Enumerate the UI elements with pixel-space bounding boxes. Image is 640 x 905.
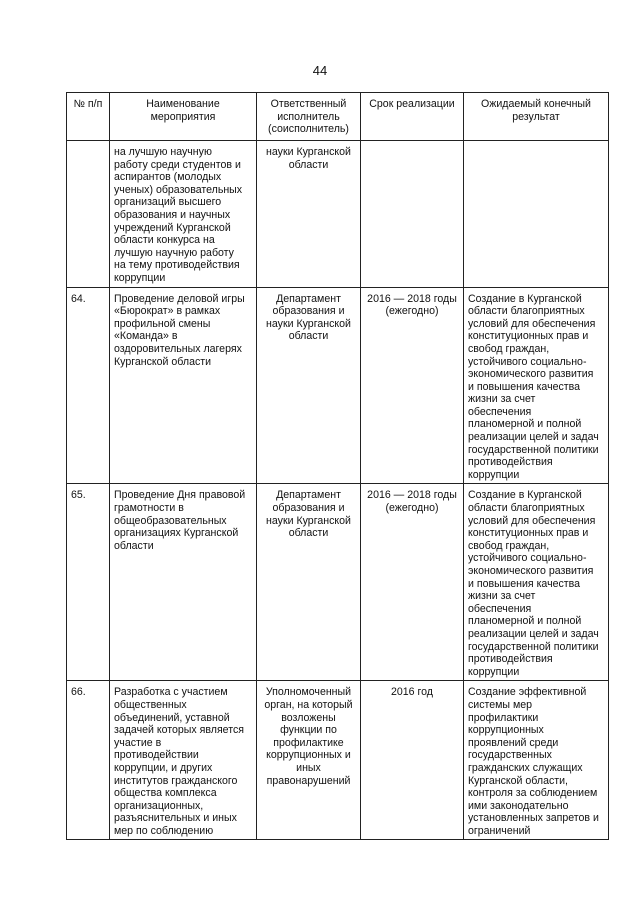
column-header-name: Наименование мероприятия	[110, 93, 257, 141]
row-name: Разработка с участием общественных объединений, уставной задачей которых является участие в противодействии коррупции, и других институтов гражданского общества комплекса организационных, разъяснительных и иных мер по соблюдению	[110, 681, 257, 840]
table-row	[67, 141, 609, 288]
row-result: Создание эффективной системы мер профилактики коррупционных проявлений среди государственных гражданских служащих Курганской области, контроля за соблюдением ими законодательно установленных запретов и ограничений	[464, 681, 609, 840]
row-executor: Департамент образования и науки Курганской области	[257, 287, 361, 484]
row-period	[361, 141, 464, 288]
table-row	[67, 287, 609, 484]
row-name: на лучшую научную работу среди студентов и аспирантов (молодых ученых) образовательных организаций высшего образования и научных учреждений Курганской области конкурса на лучшую научную работу на тему противодействия коррупции	[110, 141, 257, 288]
row-number	[67, 141, 110, 288]
row-executor: Уполномоченный орган, на который возложены функции по профилактике коррупционных и иных правонарушений	[257, 681, 361, 840]
row-number: 66.	[67, 681, 110, 840]
column-header-period: Срок реализации	[361, 93, 464, 141]
column-header-executor: Ответственный исполнитель (соисполнитель)	[257, 93, 361, 141]
table-header-row	[67, 93, 609, 141]
row-number: 65.	[67, 484, 110, 681]
measures-table	[66, 92, 609, 840]
table-row	[67, 484, 609, 681]
row-period: 2016 год	[361, 681, 464, 840]
row-period: 2016 — 2018 годы (ежегодно)	[361, 484, 464, 681]
row-number: 64.	[67, 287, 110, 484]
row-result: Создание в Курганской области благоприятных условий для обеспечения конституционных прав и свобод граждан, устойчивого социально- экономического развития и повышения качества жизни за счет обеспечения планомерной и полной реализации целей и задач государственной политики противодействия коррупции	[464, 484, 609, 681]
row-period: 2016 — 2018 годы (ежегодно)	[361, 287, 464, 484]
row-result	[464, 141, 609, 288]
column-header-number: № п/п	[67, 93, 110, 141]
row-result: Создание в Курганской области благоприятных условий для обеспечения конституционных прав и свобод граждан, устойчивого социально- экономического развития и повышения качества жизни за счет обеспечения планомерной и полной реализации целей и задач государственной политики противодействия коррупции	[464, 287, 609, 484]
row-name: Проведение Дня правовой грамотности в общеобразовательных организациях Курганской области	[110, 484, 257, 681]
table-row	[67, 681, 609, 840]
row-name: Проведение деловой игры «Бюрократ» в рамках профильной смены «Команда» в оздоровительных лагерях Курганской области	[110, 287, 257, 484]
column-header-result: Ожидаемый конечный результат	[464, 93, 609, 141]
row-executor: науки Курганской области	[257, 141, 361, 288]
row-executor: Департамент образования и науки Курганской области	[257, 484, 361, 681]
page-number: 44	[312, 63, 328, 78]
